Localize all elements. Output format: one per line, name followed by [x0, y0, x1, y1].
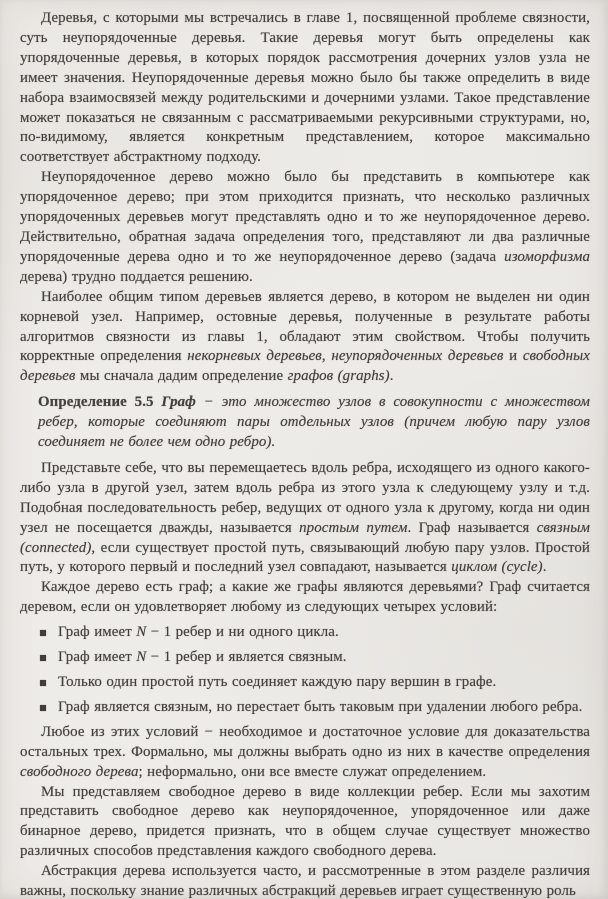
text-run: , [321, 348, 332, 365]
paragraph [20, 9, 590, 168]
text-run: Наиболее общим типом деревьев является дерево, в котором не выделен ни один корневой узел. Например, остовные деревья, полученные в результате работы алгоритмов связности из главы 1, обладают этим свойством. Чтобы получить корректные определения [20, 288, 590, 365]
bullet-text [58, 698, 590, 718]
text-run: N [136, 649, 147, 666]
text-run: простым путем [299, 519, 408, 536]
paragraph [20, 288, 590, 388]
text-run: мы сначала дадим определение [75, 368, 288, 385]
bullet-item [39, 698, 590, 718]
text-run: Каждое дерево есть граф; а какие же графы являются деревьями? Граф считается деревом, если он удовлетворяет любому из следующих четырех условий: [20, 579, 590, 616]
text-run: это множество узлов в совокупности с множеством ребер, которые соединяют пары отдельных узлов (причем любую пару узлов соединяет не более чем одно ребро). [38, 394, 591, 451]
bullet-item [39, 648, 590, 668]
text-run: − 1 ребер и ни одного цикла. [146, 624, 339, 641]
text-run: Представьте себе, что вы перемещаетесь вдоль ребра, исходящего из одного какого-либо узла в другой узел, затем вдоль ребра из этого узла к следующему узлу и т.д. Подобная последовательность ребер, ведущих от одного узла к другому, когда ни один узел не посещается дважды, называется [20, 459, 590, 536]
text-run: . [542, 559, 547, 576]
text-run: − 1 ребер и является связным. [146, 649, 347, 666]
text-run: некорневых деревьев [187, 348, 322, 365]
text-run: Определение 5.5 [38, 394, 162, 411]
text-run: Деревья, с которыми мы встречались в главе 1, посвященной проблеме связности, суть неупорядоченные деревья. Такие деревья могут быть определены как упорядоченные деревья, в которых порядок рассмотрения дочерних узлов узла не имеет значения. Неупорядоченные деревья можно было бы также определить в виде набора взаимосвязей между родительскими и дочерними узлами. Такое представление может показаться не связанным с рассматриваемыми рекурсивными структурами, но, по-видимому, является конкретным представлением, которое максимально соответствует абстрактному подходу. [20, 10, 590, 166]
text-run: , если существует простой путь, связывающий любую пару узлов. Простой путь, у которого первый и последний узел совпадают, называется [20, 539, 590, 576]
text-run: Только один простой путь соединяет каждую пару вершин в графе. [58, 674, 497, 690]
text-run: свободных деревьев [20, 348, 590, 385]
text-run: Граф является связным, но перестает быть таковым при удалении любого ребра. [58, 698, 583, 715]
bullet-text [58, 673, 590, 693]
square-bullet-icon [40, 655, 46, 661]
paragraph [20, 723, 590, 783]
bullet-text [58, 648, 590, 668]
text-run: графов (graphs) [287, 368, 390, 385]
text-run: связным (connected) [20, 519, 590, 556]
text-run: N [136, 624, 147, 641]
text-run: . [389, 368, 394, 385]
text-run: − [195, 394, 222, 411]
text-run: ; неформально, они все вместе служат определением. [138, 763, 487, 780]
text-run: свободного дерева [20, 763, 139, 780]
text-run: Граф имеет [58, 649, 137, 666]
definition-block [38, 393, 590, 453]
text-run: Неупорядоченное дерево можно было бы представить в компьютере как упорядоченное дерево; при этом приходится признать, что несколько различных упорядоченных деревьев могут представлять одно и то же неупорядоченное дерево. Действительно, обратная задача определения того, представляют ли два различные упорядоченные дерева одно и то же неупорядоченное дерево (задача [20, 169, 590, 265]
text-run: и [503, 348, 523, 365]
bullet-text [58, 623, 590, 643]
square-bullet-icon [40, 680, 46, 686]
text-run: дерева) трудно поддается решению. [20, 268, 253, 285]
text-run: циклом (cycle) [451, 559, 543, 576]
text-run: Граф [161, 394, 196, 411]
bullet-item [39, 623, 590, 643]
paragraph [20, 862, 590, 899]
page-text [20, 9, 590, 899]
text-run: неупорядоченных деревьев [331, 348, 504, 365]
paragraph [20, 459, 590, 578]
text-run: изоморфизма [504, 248, 590, 265]
text-run: Любое из этих условий − необходимое и достаточное условие для доказательства остальных трех. Формально, мы должны выбрать одно из них в качестве определения [20, 723, 590, 760]
bullet-item [39, 673, 590, 693]
text-run: Мы представляем свободное дерево в виде коллекции ребер. Если мы захотим представить свободное дерево как неупорядоченное, упорядоченное или даже бинарное дерево, придется признать, что в общем случае существует множество различных способов представления каждого свободного дерева. [20, 783, 590, 860]
square-bullet-icon [40, 630, 46, 636]
text-run: Абстракция дерева используется часто, и рассмотренные в этом разделе различия важны, поскольку знание различных абстракций деревьев играет существенную роль [20, 863, 590, 899]
paragraph [20, 168, 590, 287]
square-bullet-icon [40, 705, 46, 711]
paragraph [20, 578, 590, 618]
text-run: Граф имеет [58, 624, 137, 641]
text-run: . Граф называется [407, 519, 537, 536]
paragraph [20, 783, 590, 863]
